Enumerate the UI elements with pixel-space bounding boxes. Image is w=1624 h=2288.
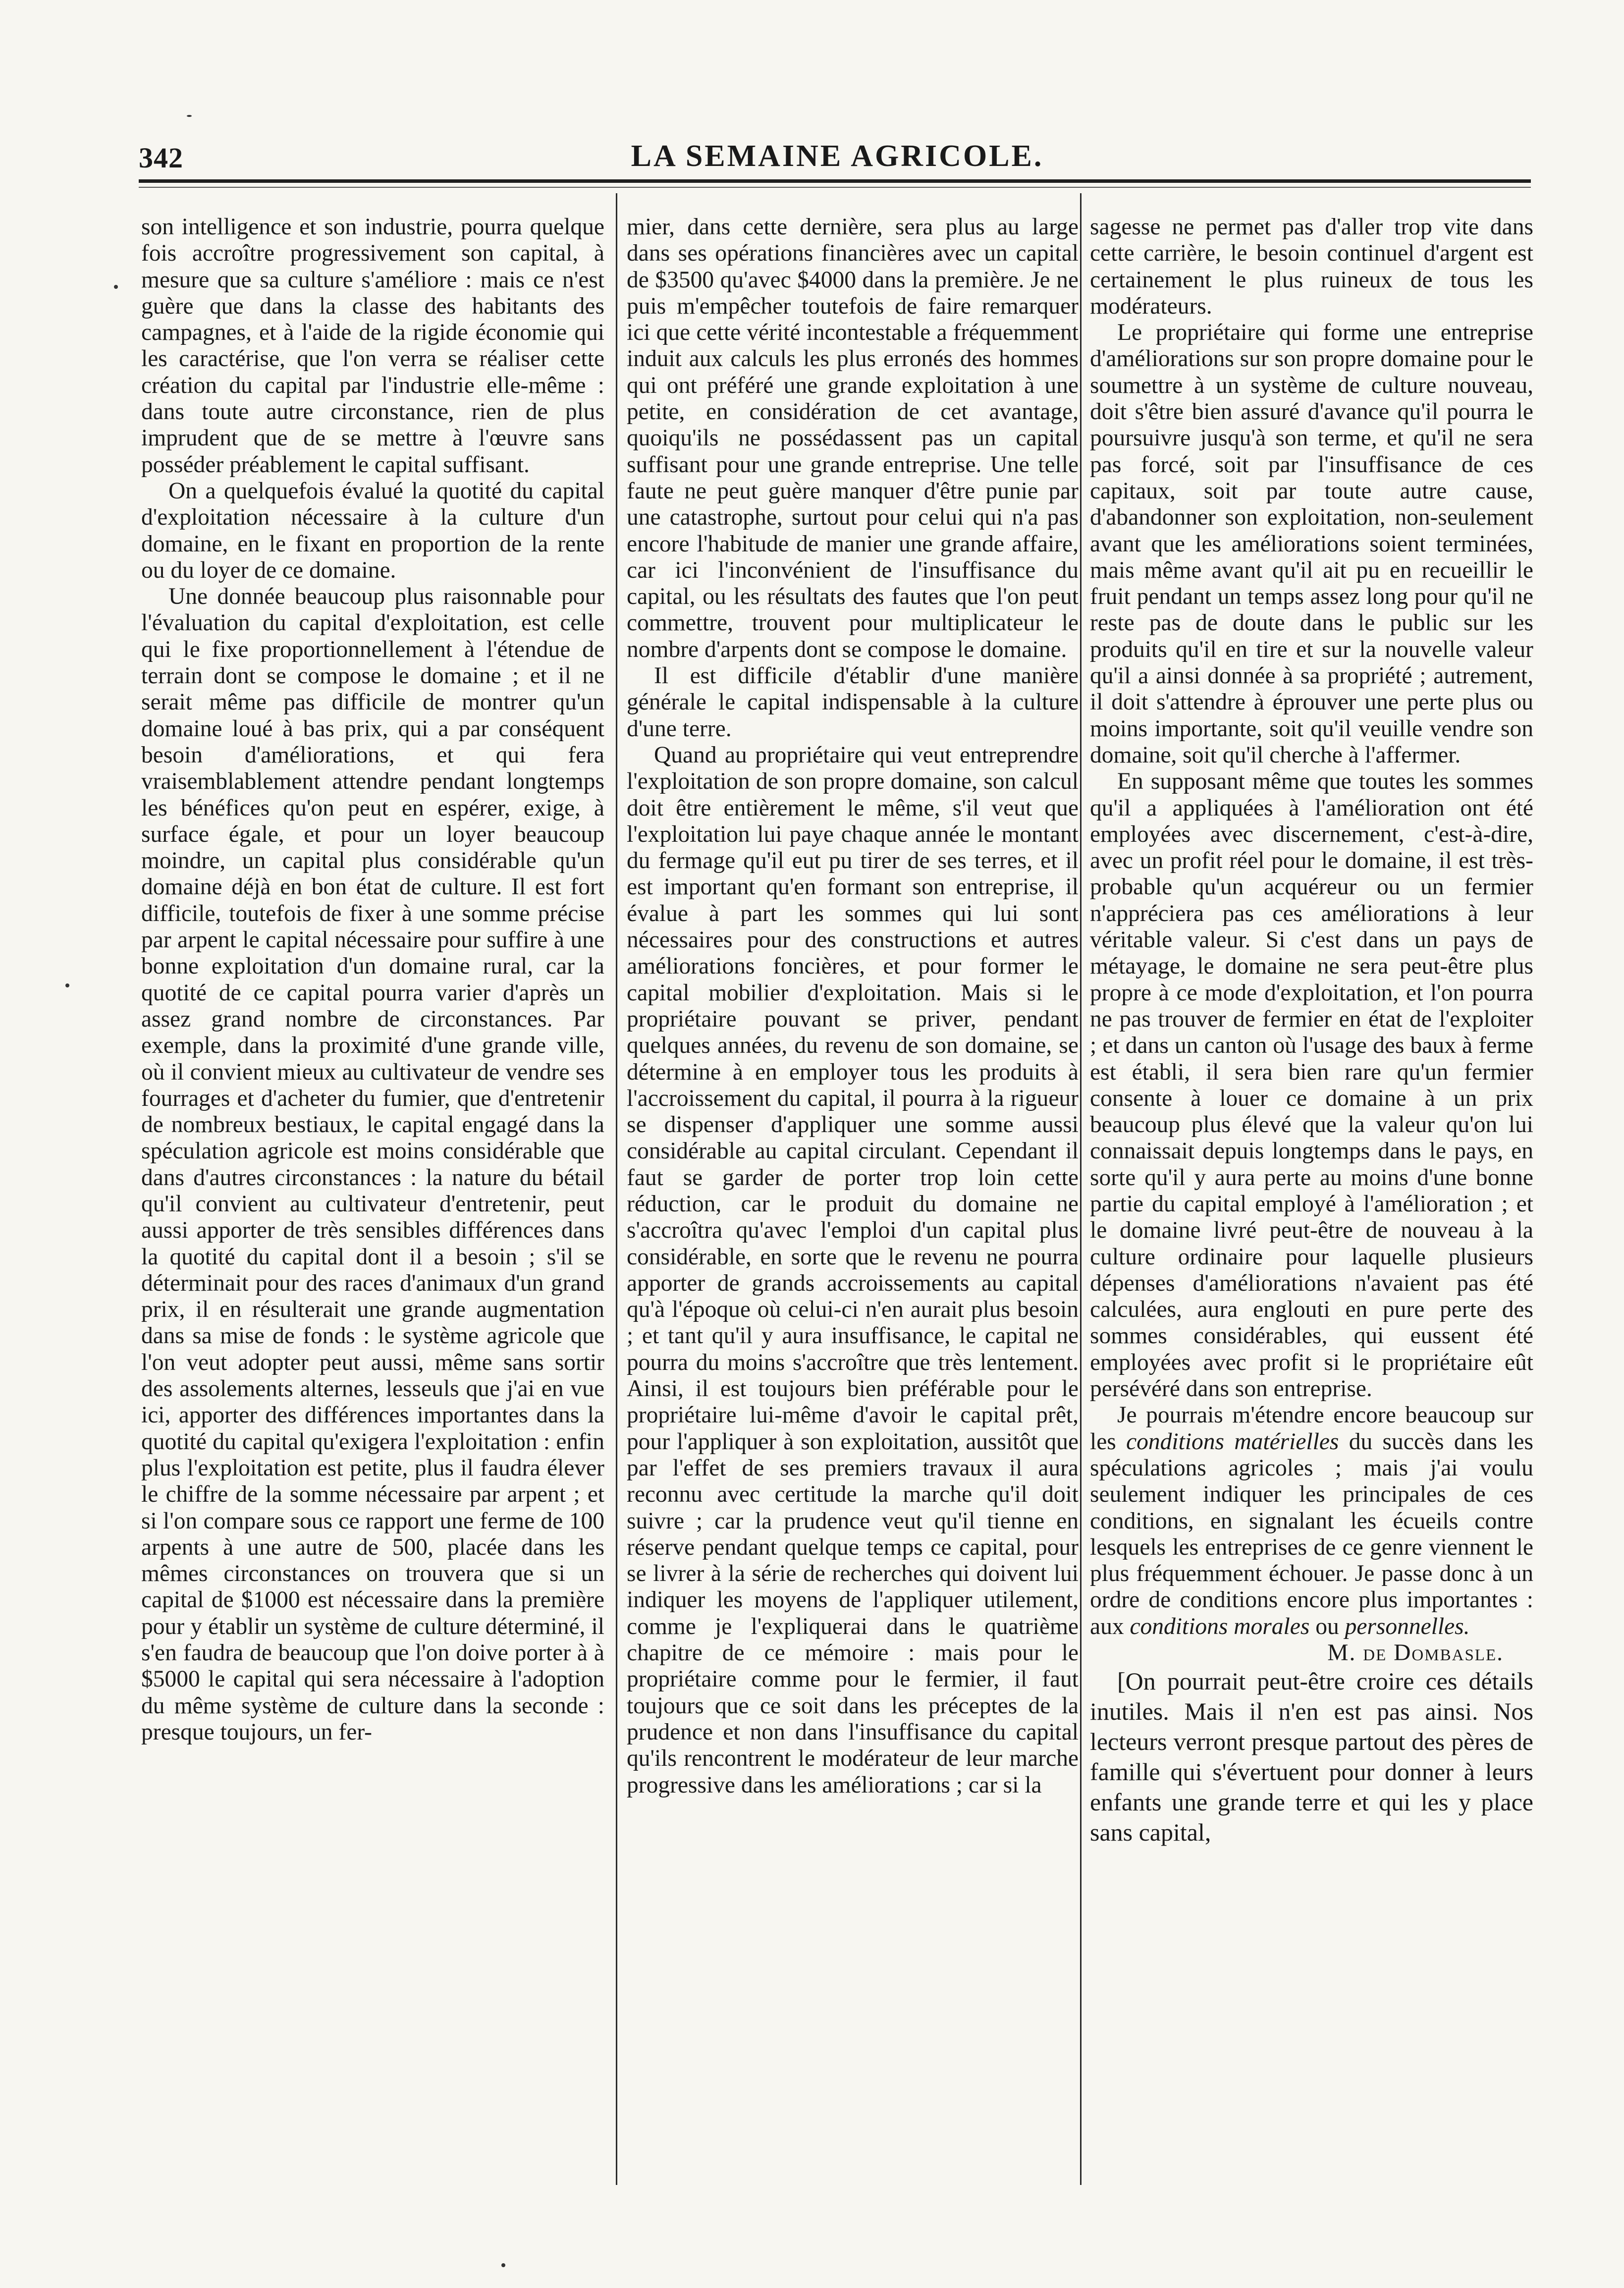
italic-term: conditions morales xyxy=(1130,1613,1310,1639)
text-run: Je pourrais m'étendre encore beaucoup sur les xyxy=(1090,1402,1533,1455)
paragraph: Une donnée beaucoup plus raisonnable pour l'évaluation du capital d'exploitation, est celle qui le fixe proportionnellement à l'étendue de terrain dont se compose le domaine ; et il ne serait même pas difficile de montrer qu'un domaine loué à bas prix, qui a par conséquent besoin d'améliorations, et qui fera vraisemblablement attendre pendant longtemps les bénéfices qu'on peut en espérer, exige, à surface égale, et pour un loyer beaucoup moindre, un capital plus considérable qu'un domaine déjà en bon état de culture. Il est fort difficile, toutefois de fixer à une somme précise par arpent le capital nécessaire pour suffire à une bonne exploitation d'un domaine rural, car la quotité de ce capital pourra varier d'après un assez grand nombre de circonstances. Par exemple, dans la proximité d'une grande ville, où il convient mieux au cultivateur de vendre ses fourrages et d'acheter du fumier, que d'entretenir de nombreux bestiaux, le capital engagé dans la spéculation agricole est moins considérable que dans d'autres circonstances : la nature du bétail qu'il convient au cultivateur d'entretenir, peut aussi apporter de très sensibles différences dans la quotité du capital dont il a besoin ; s'il se déterminait pour des races d'animaux d'un grand prix, il en résulterait une grande augmentation dans sa mise de fonds : le système agricole que l'on veut adopter peut aussi, même sans sortir des assolements alternes, lesseuls que j'ai en vue ici, apporter des différences importantes dans la quotité du capital qu'exigera l'exploitation : enfin plus l'exploitation est petite, plus il faudra élever le chiffre de la somme nécessaire par arpent ; et si l'on compare sous ce rapport une ferme de 100 arpents à une autre de 500, placée dans les mêmes circonstances on trouvera que si un capital de $1000 est nécessaire dans la première pour y établir un système de culture déterminé, il s'en faudra de beaucoup que l'on doive porter à à $5000 le capital qui sera nécessaire à l'adoption du même système de culture dans la seconde : presque toujours, un fer- xyxy=(141,584,604,1745)
italic-term: personnelles. xyxy=(1345,1613,1470,1639)
paragraph: Le propriétaire qui forme une entreprise d'améliorations sur son propre domaine pour le soumettre à un système de culture nouveau, doit s'être bien assuré d'avance qu'il pourra le poursuivre jusqu'à son terme, et qu'il ne sera pas forcé, soit par l'insuffisance de ces capitaux, soit par toute autre cause, d'abandonner son exploitation, non-seulement avant que les améliorations soient terminées, mais même avant qu'il ait pu en recueillir le fruit pendant un temps assez long pour qu'il ne reste pas de doute dans le public sur les produits qu'il en tire et sur la nouvelle valeur qu'il a ainsi donnée à sa propriété ; autrement, il doit s'attendre à éprouver une perte plus ou moins importante, soit qu'il veuille vendre son domaine, soit qu'il cherche à l'affermer. xyxy=(1090,320,1533,768)
paragraph: En supposant même que toutes les sommes qu'il a appliquées à l'amélioration ont été employées avec discernement, c'est-à-dire, avec un profit réel pour le domaine, il est très-probable qu'un acquéreur ou un fermier n'appréciera pas ces améliorations à leur véritable valeur. Si c'est dans un pays de métayage, le domaine ne sera peut-être plus propre à ce mode d'exploitation, et l'on pourra ne pas trouver de fermier en état de l'exploiter ; et dans un canton où l'usage des baux à ferme est établi, il sera bien rare qu'un fermier consente à louer ce domaine à un prix beaucoup plus élevé que la valeur qu'on lui connaissait depuis longtemps dans le pays, en sorte qu'il y aura perte au moins d'une bonne partie du capital employé à l'amélioration ; et le domaine livré peut-être de nouveau à la culture ordinaire pour laquelle plusieurs dépenses d'améliorations n'avaient pas été calculées, aura englouti en pure perte des sommes considérables, qui eussent été employées avec profit si le propriétaire eût persévéré dans son entreprise. xyxy=(1090,768,1533,1402)
paragraph: sagesse ne permet pas d'aller trop vite dans cette carrière, le besoin continuel d'argent est certainement le plus ruineux de tous les modérateurs. xyxy=(1090,214,1533,319)
journal-title: LA SEMAINE AGRICOLE. xyxy=(631,139,1044,173)
paragraph-conditions xyxy=(1090,1402,1533,1640)
paragraph: Il est difficile d'établir d'une manière générale le capital indispensable à la culture d'une terre. xyxy=(627,663,1079,742)
text-column-3 xyxy=(1090,214,1533,2191)
page-number: 342 xyxy=(139,142,183,174)
paragraph: son intelligence et son industrie, pourra quelque fois accroître progressivement son capital, à mesure que sa culture s'améliore : mais ce n'est guère que dans la classe des habitants des campagnes, et à l'aide de la rigide économie qui les caractérise, que l'on verra se réaliser cette création du capital par l'industrie elle-même : dans toute autre circonstance, rien de plus imprudent que de se mettre à l'œuvre sans posséder préablement le capital suffisant. xyxy=(141,214,604,478)
text-column-1 xyxy=(141,214,604,2191)
header-rule-thick xyxy=(139,179,1531,183)
print-speck xyxy=(114,285,118,289)
print-speck xyxy=(65,983,69,987)
print-speck xyxy=(501,2263,505,2267)
paragraph: Quand au propriétaire qui veut entreprendre l'exploitation de son propre domaine, son calcul doit être entièrement le même, s'il veut que l'exploitation lui paye chaque année le montant du fermage qu'il eut pu tirer de ses terres, et il est important qu'en formant son entreprise, il évalue à part les sommes qui lui sont nécessaires pour des constructions et autres améliorations foncières, et pour former le capital mobilier d'exploitation. Mais si le propriétaire pouvant se priver, pendant quelques années, du revenu de son domaine, se détermine à en employer tous les produits à l'accroissement du capital, il pourra à la rigueur se dispenser d'appliquer une somme aussi considérable au capital circulant. Cependant il faut se garder de porter trop loin cette réduction, car le produit du domaine ne s'accroîtra qu'avec l'emploi d'un capital plus considérable, en sorte que le revenu ne pourra apporter de grands accroissements au capital qu'à l'époque où celui-ci n'en aurait plus besoin ; et tant qu'il y aura insuffisance, le capital ne pourra du moins s'accroître que très lentement. Ainsi, il est toujours bien préférable pour le propriétaire lui-même d'avoir le capital prêt, pour l'appliquer à son exploitation, aussitôt que par l'effet de ses premiers travaux il aura reconnu avec certitude la marche qu'il doit suivre ; car la prudence veut qu'il tienne en réserve pendant quelque temps ce capital, pour se livrer à la série de recherches qui doivent lui indiquer les moyens de l'appliquer utilement, comme je l'expliquerai dans le quatrième chapitre de ce mémoire : mais pour le propriétaire comme pour le fermier, il faut toujours que ce soit dans les préceptes de la prudence et non dans l'insuffisance du capital qu'ils rencontrent le modérateur de leur marche progressive dans les améliorations ; car si la xyxy=(627,742,1079,1798)
text-column-2 xyxy=(627,214,1079,2191)
running-head xyxy=(139,134,1536,178)
column-divider-2 xyxy=(1080,193,1082,2185)
author-signature: M. de Dombasle. xyxy=(1327,1640,1504,1666)
print-speck xyxy=(187,115,192,117)
text-run: ou xyxy=(1309,1613,1345,1639)
paragraph: mier, dans cette dernière, sera plus au large dans ses opérations financières avec un capital de $3500 qu'avec $4000 dans la première. Je ne puis m'empêcher toutefois de faire remarquer ici que cette vérité incontestable a fréquemment induit aux calculs les plus erronés des hommes qui ont préféré une grande exploitation à une petite, en considération de cet avantage, quoiqu'ils ne possédassent pas un capital suffisant pour une grande entreprise. Une telle faute ne peut guère manquer d'être punie par une catastrophe, surtout pour celui qui n'a pas encore l'habitude de manier une grande affaire, car ici l'inconvénient de l'insuffisance du capital, ou les résultats des fautes que l'on peut commettre, trouvent pour multiplicateur le nombre d'arpents dont se compose le domaine. xyxy=(627,214,1079,662)
italic-term: conditions matérielles xyxy=(1126,1428,1339,1455)
editorial-note: [On pourrait peut-être croire ces détails inutiles. Mais il n'en est pas ainsi. Nos lecteurs verront presque partout des pères de famille qui s'évertuent pour donner à leurs enfants une grande terre et qui les y place sans capital, xyxy=(1090,1667,1533,1847)
paragraph: On a quelquefois évalué la quotité du capital d'exploitation nécessaire à la culture d'un domaine, en le fixant en proportion de la rente ou du loyer de ce domaine. xyxy=(141,478,604,583)
header-rule-thin xyxy=(139,187,1531,188)
text-run: du succès dans les spéculations agricoles ; mais j'ai voulu seulement indiquer les principales de ces conditions, en signalant les écueils contre lesquels les entreprises de ce genre viennent le plus fréquemment échouer. Je passe donc à un ordre de conditions encore plus importantes : aux xyxy=(1090,1428,1533,1639)
column-divider-1 xyxy=(616,193,617,2185)
